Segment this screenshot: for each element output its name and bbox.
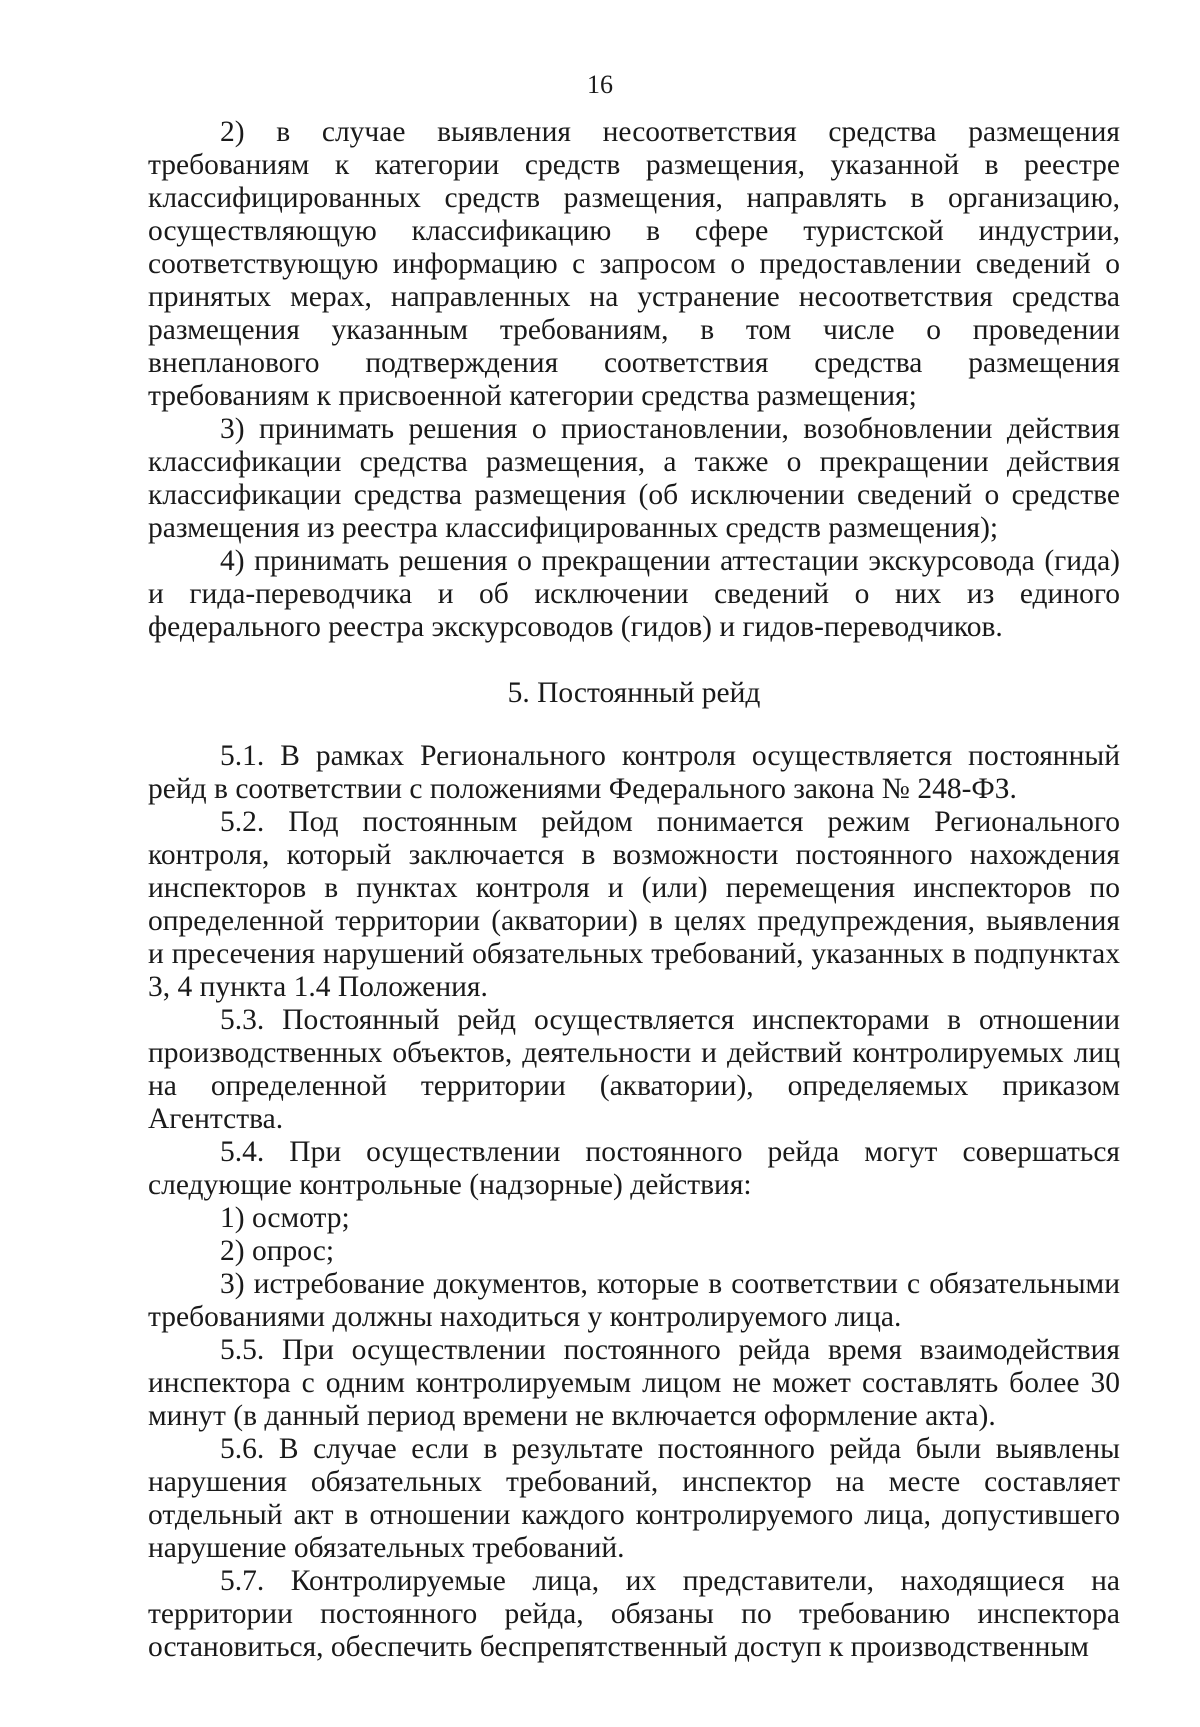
- paragraph-5-1: 5.1. В рамках Регионального контроля осуществляется постоянный рейд в соответствии с положениями Федерального закона № 248-ФЗ.: [148, 740, 1120, 805]
- paragraph-5-7: 5.7. Контролируемые лица, их представители, находящиеся на территории постоянного рейда, обязаны по требованию инспектора остановиться, обеспечить беспрепятственный доступ к производственным: [148, 1565, 1120, 1663]
- paragraph-item-4: 4) принимать решения о прекращении аттестации экскурсовода (гида) и гида-переводчика и об исключении сведений о них из единого федерального реестра экскурсоводов (гидов) и гидов-переводчиков.: [148, 545, 1120, 643]
- list-item-survey: 2) опрос;: [220, 1235, 335, 1267]
- paragraph-5-4: 5.4. При осуществлении постоянного рейда могут совершаться следующие контрольные (надзорные) действия:: [148, 1136, 1120, 1201]
- list-item-document-request: 3) истребование документов, которые в соответствии с обязательными требованиями должны находиться у контролируемого лица.: [148, 1268, 1120, 1333]
- paragraph-item-2: 2) в случае выявления несоответствия средства размещения требованиям к категории средств размещения, указанной в реестре классифицированных средств размещения, направлять в организацию, осуществляющую классификацию в сфере туристской индустрии, соответствующую информацию с запросом о предоставлении сведений о принятых мерах, направленных на устранение несоответствия средства размещения указанным требованиям, в том числе о проведении внепланового подтверждения соответствия средства размещения требованиям к присвоенной категории средства размещения;: [148, 116, 1120, 412]
- paragraph-5-3: 5.3. Постоянный рейд осуществляется инспекторами в отношении производственных объектов, деятельности и действий контролируемых лиц на определенной территории (акватории), определяемых приказом Агентства.: [148, 1004, 1120, 1135]
- list-item-inspection: 1) осмотр;: [220, 1202, 350, 1234]
- paragraph-5-2: 5.2. Под постоянным рейдом понимается режим Регионального контроля, который заключается в возможности постоянного нахождения инспекторов в пунктах контроля и (или) перемещения инспекторов по определенной территории (акватории) в целях предупреждения, выявления и пресечения нарушений обязательных требований, указанных в подпунктах 3, 4 пункта 1.4 Положения.: [148, 806, 1120, 1003]
- paragraph-item-3: 3) принимать решения о приостановлении, возобновлении действия классификации средства размещения, а также о прекращении действия классификации средства размещения (об исключении сведений о средстве размещения из реестра классифицированных средств размещения);: [148, 413, 1120, 544]
- section-title: 5. Постоянный рейд: [507, 677, 761, 709]
- page-number: 16: [587, 70, 613, 99]
- paragraph-5-5: 5.5. При осуществлении постоянного рейда время взаимодействия инспектора с одним контролируемым лицом не может составлять более 30 минут (в данный период времени не включается оформление акта).: [148, 1334, 1120, 1432]
- paragraph-5-6: 5.6. В случае если в результате постоянного рейда были выявлены нарушения обязательных требований, инспектор на месте составляет отдельный акт в отношении каждого контролируемого лица, допустившего нарушение обязательных требований.: [148, 1433, 1120, 1564]
- document-body: [148, 116, 1120, 1664]
